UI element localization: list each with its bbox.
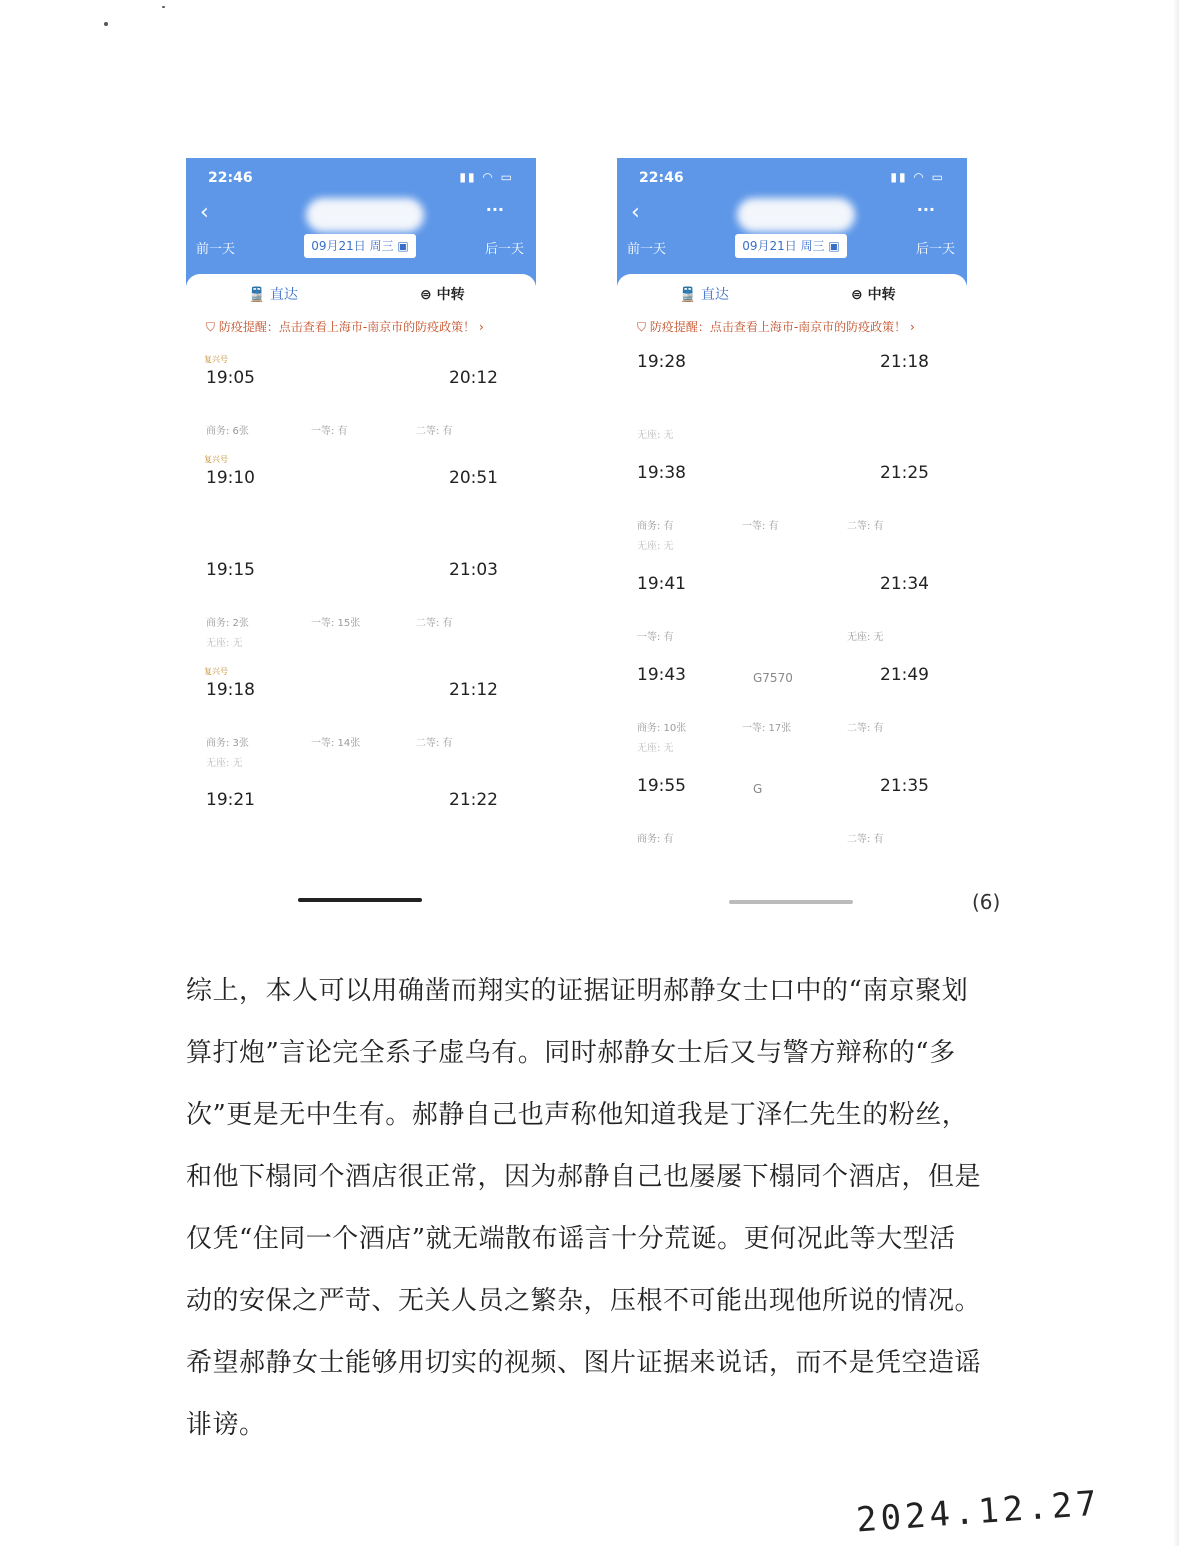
departure-time: 19:28: [637, 352, 686, 372]
handwritten-date: 2024.12.27: [854, 1483, 1102, 1541]
shield-icon: ⛉: [206, 320, 219, 334]
train-row[interactable]: [617, 665, 967, 775]
seat-business: 商务: 3张: [206, 738, 249, 749]
previous-day-button[interactable]: 前一天: [627, 242, 667, 257]
seat-availability: [637, 830, 957, 845]
app-header: [186, 158, 536, 286]
app-header: [617, 158, 967, 286]
seat-availability: [637, 628, 957, 643]
train-type-tag: 复兴号: [204, 455, 228, 464]
seat-first: 一等: 17张: [742, 723, 792, 734]
tab-direct-label: 直达: [269, 287, 298, 303]
tab-transfer[interactable]: [420, 284, 465, 304]
previous-day-button[interactable]: 前一天: [196, 242, 236, 257]
redacted-route-title: [737, 198, 855, 232]
more-icon[interactable]: ···: [485, 200, 504, 219]
departure-time: 19:18: [206, 680, 255, 700]
more-icon[interactable]: ···: [916, 200, 935, 219]
paragraph-line: 仅凭“住同一个酒店”就无端散布谣言十分荒诞。更何况此等大型活: [186, 1224, 956, 1254]
tab-direct[interactable]: [248, 284, 298, 304]
next-day-button[interactable]: 后一天: [484, 242, 524, 257]
transfer-icon: ⊜: [420, 287, 432, 303]
epidemic-notice[interactable]: [206, 318, 484, 335]
tab-bar: [617, 284, 967, 310]
notice-text: 防疫提醒：点击查看上海市-南京市的防疫政策！: [649, 320, 907, 334]
train-type-tag: 复兴号: [204, 355, 228, 364]
arrival-time: 21:12: [449, 680, 498, 700]
train-schedule-screenshot-left: [186, 158, 536, 908]
paragraph-line: 和他下榻同个酒店很正常，因为郝静自己也屡屡下榻同个酒店，但是: [186, 1162, 982, 1192]
tab-transfer-label: 中转: [436, 287, 465, 303]
departure-time: 19:43: [637, 665, 686, 685]
seat-business: 商务: 有: [637, 834, 674, 845]
train-schedule-screenshot-right: [617, 158, 967, 908]
seat-business: 商务: 6张: [206, 426, 249, 437]
seat-availability: [206, 734, 526, 749]
seat-business: 商务: 2张: [206, 618, 249, 629]
seat-standing: 无座: 无: [637, 430, 674, 441]
seat-availability: [637, 406, 957, 417]
statement-paragraph: [186, 960, 1016, 1456]
home-indicator: [298, 898, 422, 902]
train-row[interactable]: [186, 355, 536, 478]
scan-edge: [1173, 0, 1179, 1546]
paragraph-line: 诽谤。: [186, 1410, 266, 1440]
scan-speck: [162, 6, 165, 8]
epidemic-notice[interactable]: [637, 318, 915, 335]
seat-business: 一等: 有: [637, 632, 674, 643]
arrival-time: 21:03: [449, 560, 498, 580]
seat-second: 二等: 有: [416, 738, 453, 749]
home-indicator: [729, 900, 853, 904]
train-row[interactable]: [186, 560, 536, 670]
arrival-time: 21:22: [449, 790, 498, 810]
train-row[interactable]: [617, 463, 967, 573]
departure-time: 19:41: [637, 574, 686, 594]
date-label: 09月21日 周三: [311, 239, 394, 253]
signal-wifi-battery-icon: ▮▮ ◠ ▭: [890, 170, 945, 184]
scan-speck: [104, 22, 108, 26]
notice-text: 防疫提醒：点击查看上海市-南京市的防疫政策！: [218, 320, 476, 334]
arrival-time: 21:34: [880, 574, 929, 594]
paragraph-line: 动的安保之严苛、无关人员之繁杂，压根不可能出现他所说的情况。: [186, 1286, 982, 1316]
seat-second: 二等: 有: [847, 834, 884, 845]
seat-second: 二等: 有: [847, 521, 884, 532]
paragraph-line: 算打炮”言论完全系子虚乌有。同时郝静女士后又与警方辩称的“多: [186, 1038, 956, 1068]
seat-standing: 无座: 无: [206, 638, 243, 649]
train-row[interactable]: [186, 790, 536, 900]
status-time: 22:46: [208, 170, 253, 186]
signal-wifi-battery-icon: ▮▮ ◠ ▭: [459, 170, 514, 184]
tab-transfer-label: 中转: [867, 287, 896, 303]
status-time: 22:46: [639, 170, 684, 186]
seat-second: 二等: 有: [416, 426, 453, 437]
departure-time: 19:55: [637, 776, 686, 796]
seat-availability: [206, 844, 526, 855]
paragraph-line: 希望郝静女士能够用切实的视频、图片证据来说话，而不是凭空造谣: [186, 1348, 982, 1378]
tab-direct[interactable]: [679, 284, 729, 304]
chevron-right-icon: ›: [475, 320, 484, 334]
seat-standing: 无座: 无: [637, 541, 674, 552]
train-icon: 🚆: [248, 287, 266, 303]
departure-time: 19:21: [206, 790, 255, 810]
departure-time: 19:15: [206, 560, 255, 580]
tab-bar: [186, 284, 536, 310]
train-type-tag: 复兴号: [204, 667, 228, 676]
seat-first: 一等: 14张: [311, 738, 361, 749]
paragraph-line: 综上，本人可以用确凿而翔实的证据证明郝静女士口中的“南京聚划: [186, 976, 969, 1006]
arrival-time: 20:51: [449, 468, 498, 488]
next-day-button[interactable]: 后一天: [915, 242, 955, 257]
seat-availability: [637, 517, 957, 532]
seat-availability: [637, 719, 957, 734]
arrival-time: 21:35: [880, 776, 929, 796]
train-number: G: [753, 782, 763, 796]
seat-availability: [206, 422, 526, 437]
seat-availability: [206, 614, 526, 629]
train-row[interactable]: [617, 352, 967, 462]
chevron-right-icon: ›: [906, 320, 915, 334]
arrival-time: 21:49: [880, 665, 929, 685]
shield-icon: ⛉: [637, 320, 650, 334]
departure-time: 19:10: [206, 468, 255, 488]
redacted-route-title: [306, 198, 424, 232]
transfer-icon: ⊜: [851, 287, 863, 303]
seat-business: 商务: 10张: [637, 723, 687, 734]
train-number: G7570: [753, 671, 793, 685]
train-icon: 🚆: [679, 287, 697, 303]
train-row[interactable]: [617, 776, 967, 886]
back-icon[interactable]: ‹: [631, 200, 640, 225]
date-label: 09月21日 周三: [742, 239, 825, 253]
arrival-time: 21:25: [880, 463, 929, 483]
seat-second: 二等: 有: [416, 618, 453, 629]
seat-availability: [206, 522, 526, 533]
seat-second: 二等: 有: [847, 723, 884, 734]
seat-standing: 无座: 无: [637, 743, 674, 754]
seat-first: 一等: 有: [742, 521, 779, 532]
back-icon[interactable]: ‹: [200, 200, 209, 225]
seat-second: 无座: 无: [847, 632, 884, 643]
departure-time: 19:38: [637, 463, 686, 483]
seat-first: 一等: 15张: [311, 618, 361, 629]
seat-first: 一等: 有: [311, 426, 348, 437]
arrival-time: 20:12: [449, 368, 498, 388]
seat-business: 商务: 有: [637, 521, 674, 532]
calendar-icon: ▣: [828, 239, 840, 253]
figure-number: (6): [972, 890, 1001, 914]
departure-time: 19:05: [206, 368, 255, 388]
seat-standing: 无座: 无: [206, 758, 243, 769]
paragraph-line: 次”更是无中生有。郝静自己也声称他知道我是丁泽仁先生的粉丝，: [186, 1100, 969, 1130]
train-row[interactable]: [186, 667, 536, 790]
tab-transfer[interactable]: [851, 284, 896, 304]
date-picker[interactable]: [735, 234, 847, 258]
arrival-time: 21:18: [880, 352, 929, 372]
date-picker[interactable]: [304, 234, 416, 258]
tab-direct-label: 直达: [700, 287, 729, 303]
calendar-icon: ▣: [397, 239, 409, 253]
